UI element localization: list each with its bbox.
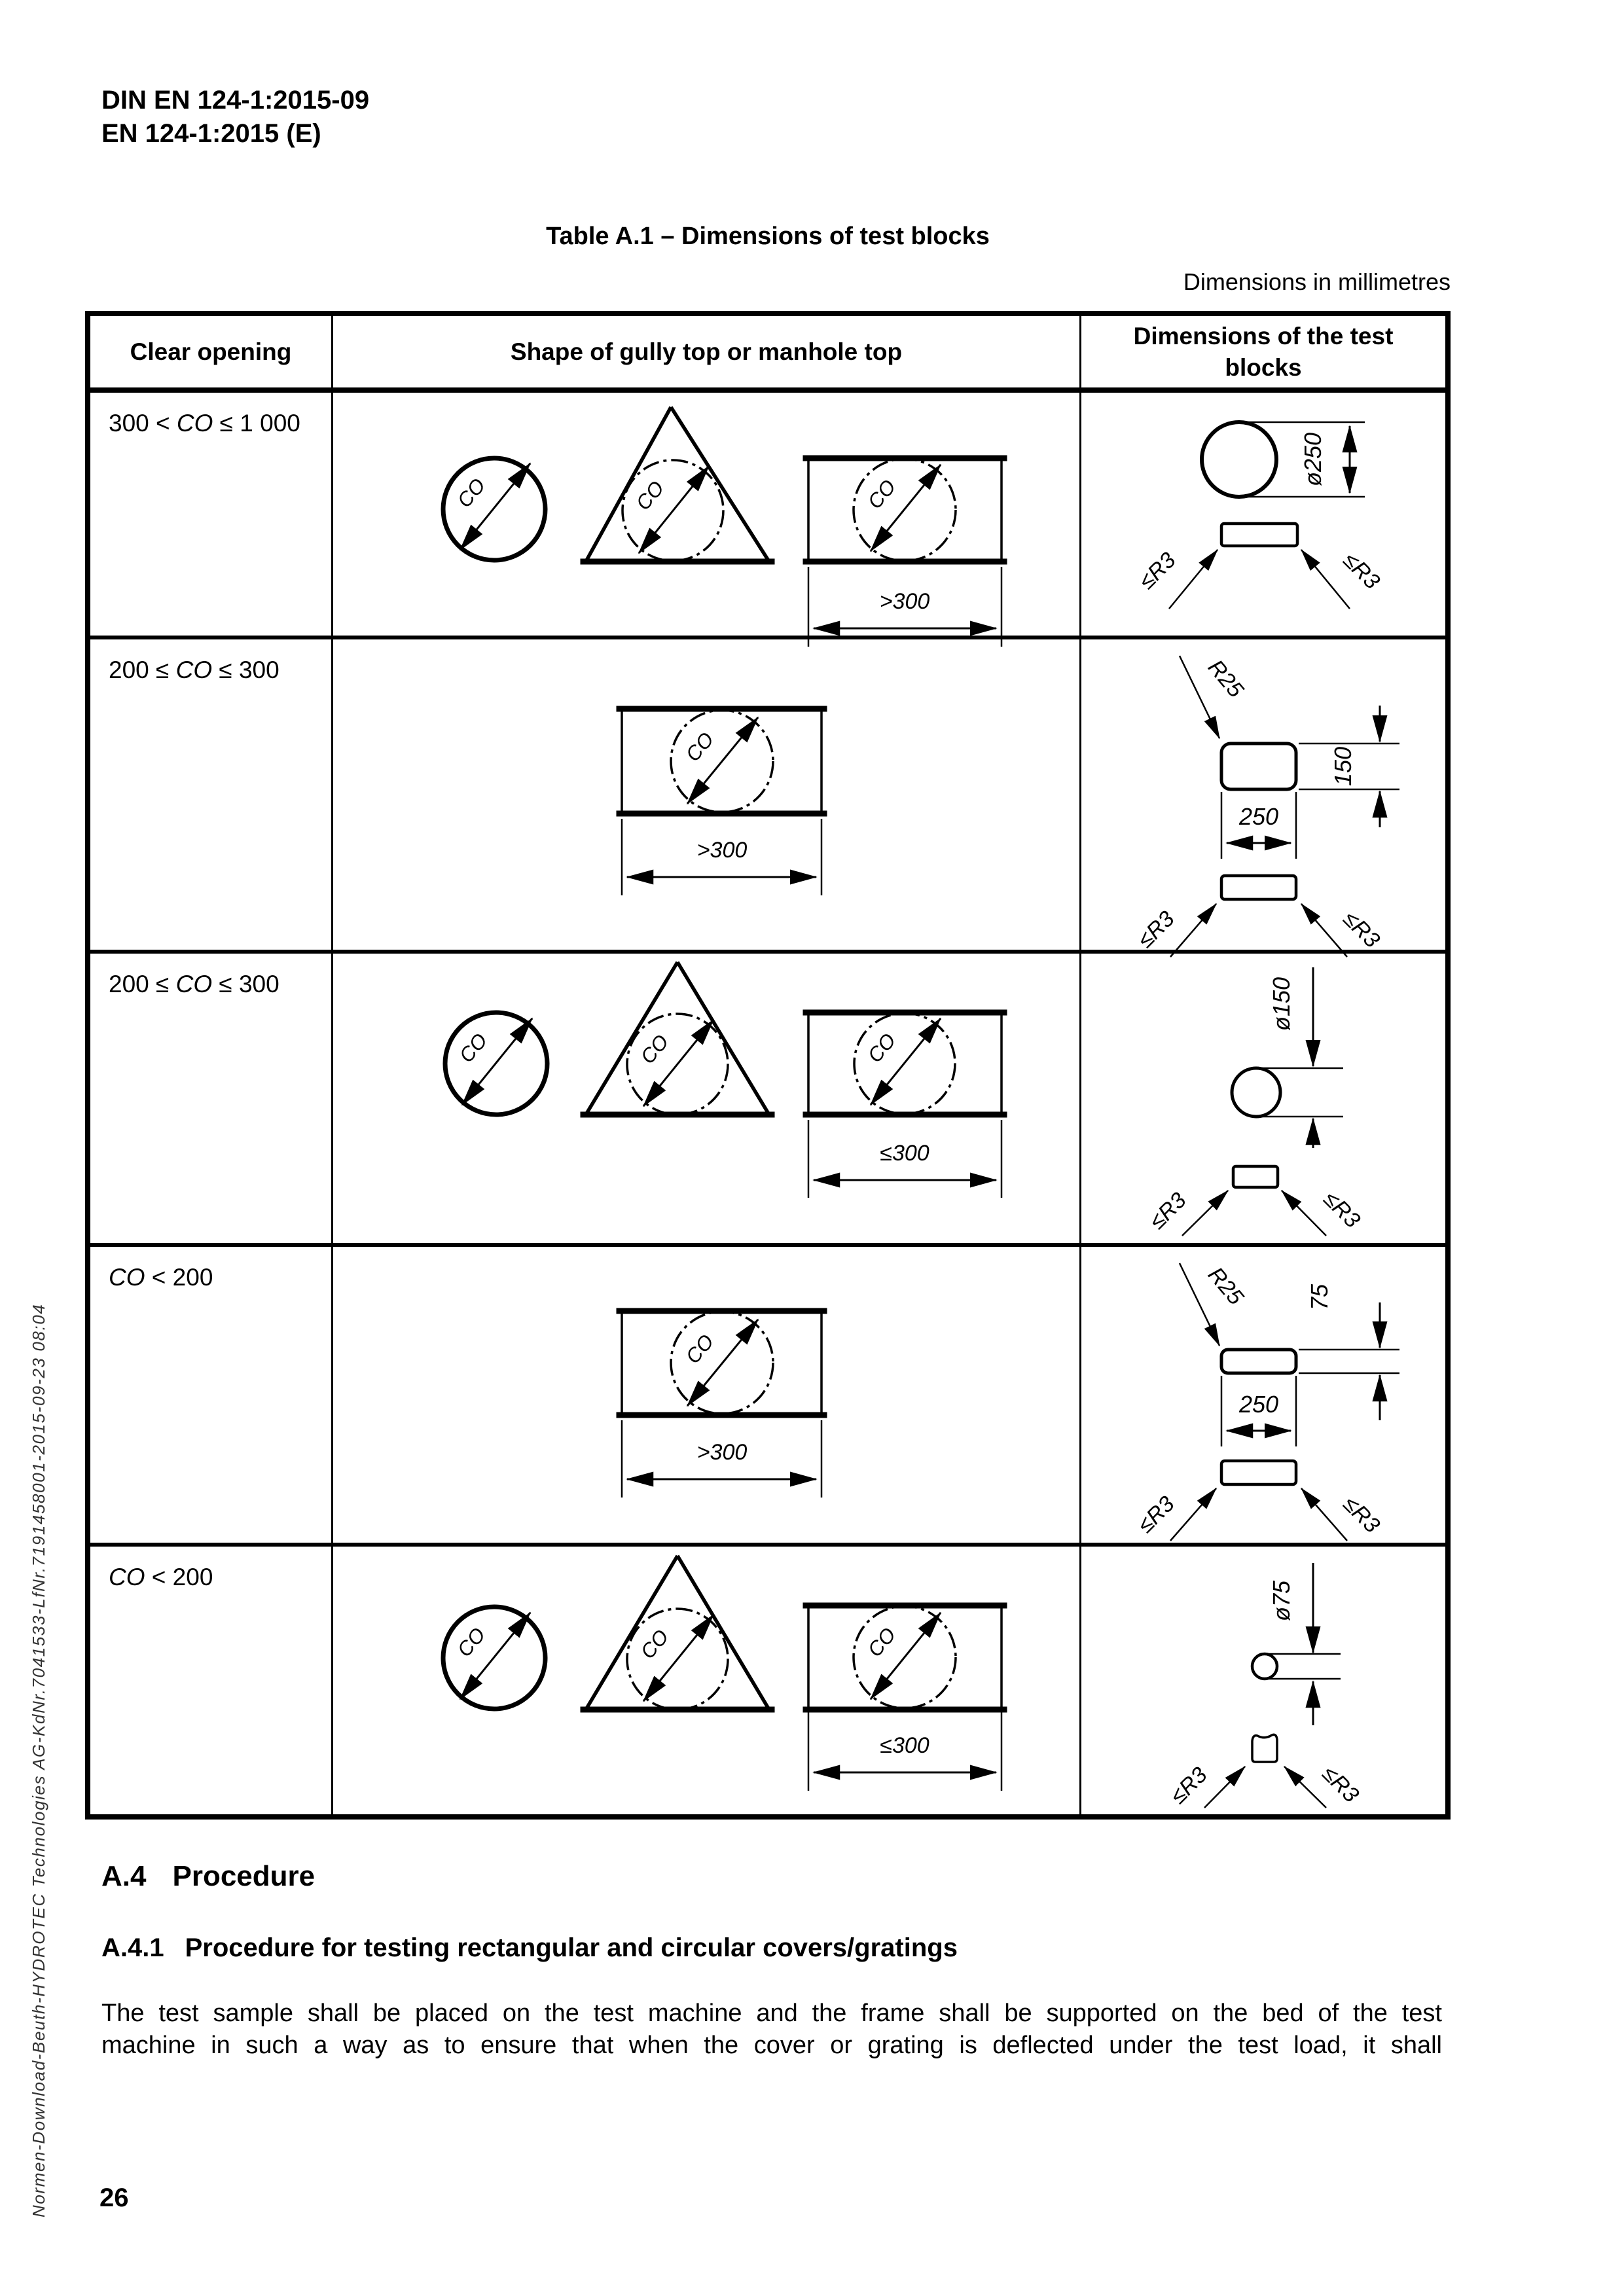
row3-shape-dim-label: ≤300 (880, 1141, 929, 1166)
row5-clear-opening: CO < 200 (109, 1564, 213, 1590)
svg-text:CO: CO (636, 1625, 674, 1664)
body-paragraph (101, 1998, 1442, 2062)
row2-block-cell (1081, 639, 1445, 954)
row1-block-cell (1081, 393, 1445, 639)
svg-text:≤R3: ≤R3 (1132, 906, 1180, 953)
svg-text:≤R3: ≤R3 (1144, 1187, 1191, 1234)
block2-height-label: 150 (1329, 746, 1356, 787)
row4-clear-opening-cell (90, 1247, 333, 1547)
svg-text:CO: CO (863, 475, 901, 514)
row1-shape-cell (333, 393, 1081, 639)
row1-clear-opening: 300 < CO ≤ 1 000 (109, 410, 300, 437)
subsection-number: A.4.1 (101, 1933, 164, 1962)
row3-clear-opening: 200 ≤ CO ≤ 300 (109, 971, 280, 997)
row4-shape-cell (333, 1247, 1081, 1547)
svg-text:CO: CO (631, 476, 669, 515)
svg-text:CO: CO (452, 1623, 490, 1662)
block3-diameter-label: ø150 (1268, 977, 1295, 1031)
row5-block-cell (1081, 1547, 1445, 1814)
block2-width-label: 250 (1238, 803, 1279, 830)
block2-radius-label: R25 (1202, 655, 1249, 703)
col-header-test-blocks: Dimensions of the test blocks (1081, 316, 1445, 393)
row5-clear-opening-cell (90, 1547, 333, 1814)
svg-text:CO: CO (681, 1330, 719, 1369)
col-header-shape: Shape of gully top or manhole top (333, 316, 1081, 393)
body-line-1: The test sample shall be placed on the test machine and the frame shall be supported on the bed of the test (101, 2000, 1442, 2027)
section-number: A.4 (101, 1860, 147, 1892)
block4-radius-label: R25 (1202, 1262, 1249, 1310)
svg-text:≤R3: ≤R3 (1338, 906, 1385, 953)
row4-shape-dim-label: >300 (696, 1440, 748, 1465)
subsection-title: Procedure for testing rectangular and circular covers/gratings (185, 1933, 958, 1962)
row5-shape-cell (333, 1547, 1081, 1814)
table-title: Table A.1 – Dimensions of test blocks (546, 223, 990, 250)
row1-shape-dim-label: >300 (879, 589, 930, 614)
svg-text:≤R3: ≤R3 (1318, 1186, 1365, 1233)
body-line-2: machine in such a way as to ensure that when the cover or grating is deflected under the test load, it shall (101, 2032, 1442, 2059)
row5-shape-dim-label: ≤300 (880, 1733, 929, 1758)
block4-width-label: 250 (1238, 1391, 1279, 1418)
svg-text:≤R3: ≤R3 (1317, 1761, 1364, 1808)
svg-text:≤R3: ≤R3 (1165, 1762, 1212, 1809)
svg-text:CO: CO (863, 1029, 901, 1067)
svg-text:≤R3: ≤R3 (1338, 547, 1385, 594)
svg-text:≤R3: ≤R3 (1134, 547, 1181, 594)
document-header (101, 84, 369, 151)
svg-text:CO: CO (636, 1030, 674, 1069)
standard-number-line2: EN 124-1:2015 (E) (101, 119, 321, 148)
section-heading-a4 (101, 1860, 315, 1893)
svg-text:CO: CO (681, 728, 719, 766)
section-title: Procedure (172, 1860, 316, 1892)
standard-number-line1: DIN EN 124-1:2015-09 (101, 86, 370, 115)
row3-shape-cell (333, 954, 1081, 1247)
svg-text:CO: CO (452, 474, 490, 512)
col-header-clear-opening: Clear opening (90, 316, 333, 393)
row1-clear-opening-cell (90, 393, 333, 639)
row2-shape-dim-label: >300 (696, 838, 748, 863)
units-note: Dimensions in millimetres (1183, 268, 1451, 295)
row3-block-cell (1081, 954, 1445, 1247)
row4-block-cell (1081, 1247, 1445, 1547)
dimensions-table (85, 311, 1451, 1820)
block1-diameter-label: ø250 (1299, 432, 1326, 487)
svg-text:≤R3: ≤R3 (1132, 1491, 1180, 1538)
row4-clear-opening: CO < 200 (109, 1264, 213, 1291)
page-number: 26 (99, 2183, 129, 2212)
row3-clear-opening-cell (90, 954, 333, 1247)
section-heading-a41 (101, 1933, 958, 1963)
row2-clear-opening-cell (90, 639, 333, 954)
row2-shape-cell (333, 639, 1081, 954)
block4-height-label: 75 (1306, 1283, 1333, 1311)
svg-text:≤R3: ≤R3 (1338, 1491, 1385, 1538)
svg-text:CO: CO (863, 1623, 901, 1662)
block5-diameter-label: ø75 (1268, 1580, 1295, 1622)
row2-clear-opening: 200 ≤ CO ≤ 300 (109, 656, 280, 683)
watermark-text: Normen-Download-Beuth-HYDROTEC Technologies AG-KdNr.7041533-LfNr.7191458001-2015-09-23 08:04 (29, 1303, 48, 2217)
svg-text:CO: CO (454, 1029, 492, 1067)
